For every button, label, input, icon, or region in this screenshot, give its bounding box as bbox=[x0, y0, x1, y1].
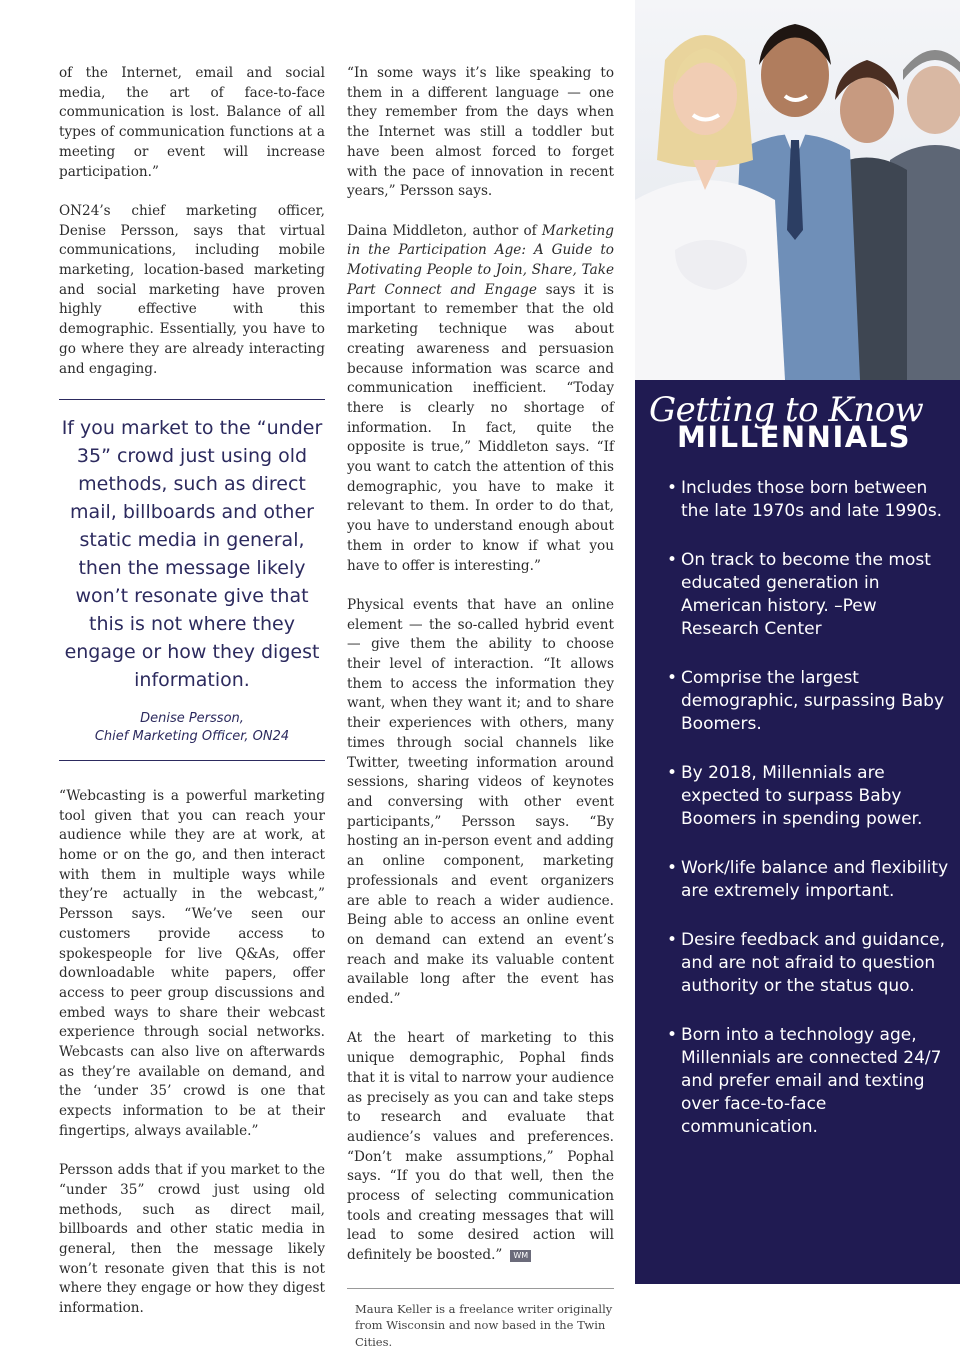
body-paragraph: of the Internet, email and social media, the art of face-to-face communication is lost. Balance of all types of communication functions at a meeting or event will increase participation.” bbox=[59, 65, 325, 180]
end-mark: WM bbox=[510, 1250, 531, 1262]
pull-quote-text: If you market to the “under 35” crowd just using old methods, such as direct mail, billboards and other static media in general, then the message likely won’t resonate give that this is not where they engage or how they digest information. bbox=[61, 416, 323, 691]
body-paragraph: ON24’s chief marketing officer, Denise Persson, says that virtual communications, including mobile marketing, location-based marketing and social marketing have proven highly effective with this demographic. Essentially, you have to go where they are already interacting and engaging. bbox=[59, 202, 325, 377]
body-text: Daina Middleton, author of bbox=[347, 222, 542, 239]
pull-quote bbox=[59, 399, 325, 761]
millennials-facts-list bbox=[665, 477, 955, 1165]
body-paragraph: Persson adds that if you market to the “under 35” crowd just using old methods, such as direct mail, billboards and other static media in general, then the message likely won’t resonate given that this is not where they engage or how they digest information. bbox=[59, 1162, 325, 1317]
business-team-photo bbox=[635, 0, 960, 380]
pull-quote-title: Chief Marketing Officer, ON24 bbox=[94, 728, 290, 744]
pull-quote-attribution bbox=[59, 710, 325, 746]
sidebar-panel bbox=[635, 0, 960, 1284]
sidebar-caps-title: MILLENNIALS bbox=[677, 420, 912, 454]
body-paragraph: “In some ways it’s like speaking to them in a different language — one they remember from the days when the Internet was still a toddler but have been almost forced to forget with the pace of innovation in recent years,” Persson says. bbox=[347, 65, 614, 200]
body-paragraph: “Webcasting is a powerful marketing tool given that you can reach your audience while they are at work, at home or on the go, and then interact with them in multiple ways while they’re actually in the webcast,” Persson says. “We’ve seen our customers provide access to spokespeople for live Q&As, offer downloadable white papers, offer access to peer group discussions and embed ways to share their webcast experience through social networks. Webcasts can also live on afterwards as they’re available on demand, and the ‘under 35’ crowd is one that expects information to be at their fingertips, always available.” bbox=[59, 787, 325, 1139]
fact-item: • Born into a technology age, Millennials are connected 24/7 and prefer email and texting over face-to-face communication. bbox=[665, 1024, 955, 1139]
fact-item: • Comprise the largest demographic, surpassing Baby Boomers. bbox=[665, 667, 955, 736]
article-column-left bbox=[59, 64, 325, 1339]
body-text: says it is important to remember that the old marketing technique was about creating awareness and persuasion because information was scarce and communication inefficient. “Today there is clearly no shortage of information. In fact, quite the opposite is true,” Middleton says. “If you want to catch the attention of this demographic, you have to make it relevant to them. In order to do that, you have to understand enough about them in order to know if what you have to offer is interesting.” bbox=[347, 281, 614, 574]
people-illustration bbox=[635, 0, 960, 380]
fact-item: • Includes those born between the late 1970s and late 1990s. bbox=[665, 477, 955, 523]
article-column-middle bbox=[347, 64, 614, 1350]
sidebar-title bbox=[645, 392, 955, 452]
body-text: At the heart of marketing to this unique demographic, Pophal finds that it is vital to narrow your audience as precisely as you can and take steps to research and evaluate that audience’s values and preferences. “Don’t make assumptions,” Pophal says. “If you do that well, then the process of selecting communication tools and creating messages that will lead to some desired action will definitely be boosted.” bbox=[347, 1030, 614, 1264]
fact-item: • On track to become the most educated generation in American history. –Pew Research Center bbox=[665, 549, 955, 641]
author-bio: Maura Keller is a freelance writer originally from Wisconsin and now based in the Twin Cities. bbox=[347, 1288, 614, 1350]
body-paragraph bbox=[347, 222, 614, 577]
body-paragraph: Physical events that have an online element — the so-called hybrid event — give them the ability to choose their level of interaction. “It allows them to access the information they want, when they want it; and to share their experiences with others, many times through social channels like Twitter, tweeting information around sessions, sharing videos of keynotes and conversing with other event participants,” Persson says. “By hosting an in-person event and adding an online component, marketing professionals and event organizers are able to reach a wider audience. Being able to access an online event on demand can extend an event’s reach and make its valuable content available long after the event has ended.” bbox=[347, 596, 614, 1008]
fact-item: • By 2018, Millennials are expected to surpass Baby Boomers in spending power. bbox=[665, 762, 955, 831]
pull-quote-name: Denise Persson, bbox=[140, 710, 244, 726]
fact-item: • Desire feedback and guidance, and are not afraid to question authority or the status quo. bbox=[665, 929, 955, 998]
sidebar-script-title: Getting to Know bbox=[649, 390, 924, 430]
body-paragraph bbox=[347, 1029, 614, 1265]
book-title: Marketing in the Participation Age: A Guide to Motivating People to Join, Share, Take Part Connect and Engage bbox=[347, 222, 614, 298]
fact-item: • Work/life balance and flexibility are extremely important. bbox=[665, 857, 955, 903]
